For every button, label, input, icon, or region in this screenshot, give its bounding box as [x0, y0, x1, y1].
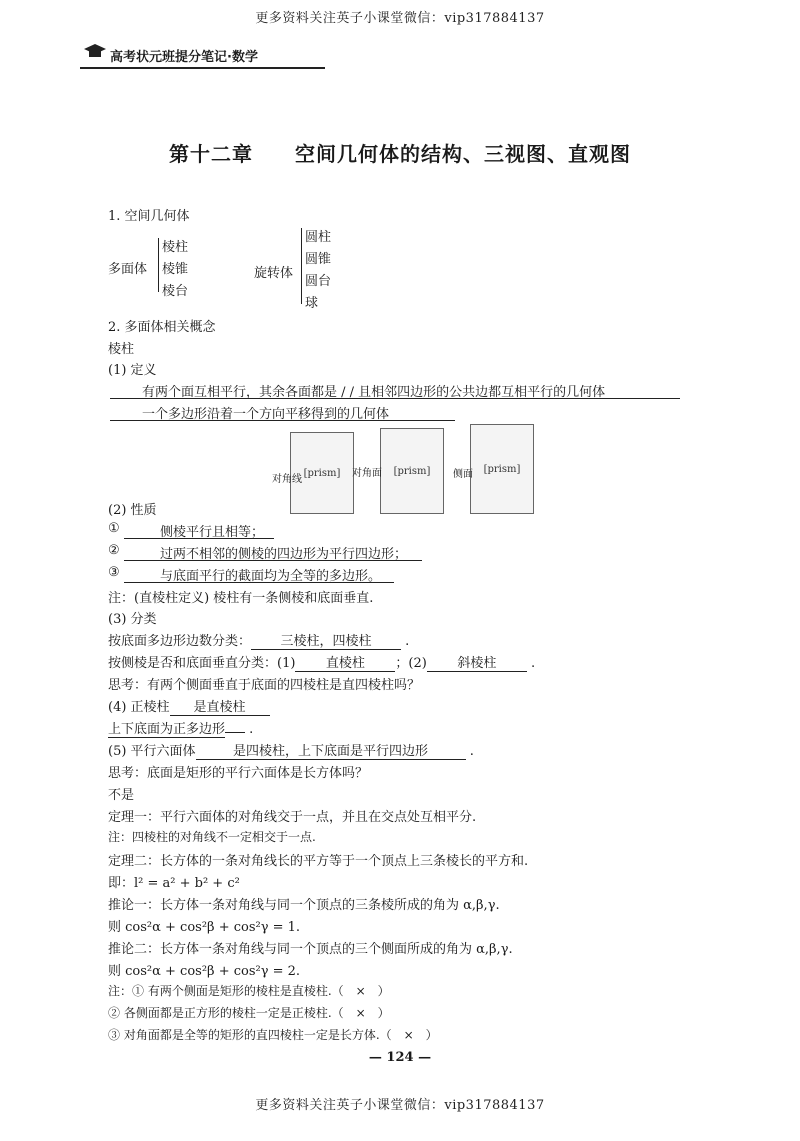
rotation-body-label: 旋转体 — [254, 266, 294, 281]
page-number: — 124 — — [368, 1050, 432, 1065]
header-rule — [80, 67, 325, 69]
poly-item: 棱柱 — [162, 240, 189, 255]
regular-prism-line2: 上下底面为正多边形 . — [108, 718, 253, 738]
regular-prism-line: (4) 正棱柱 是直棱柱 — [108, 696, 270, 716]
corollary-2: 推论二：长方体一条对角线与同一个顶点的三个侧面所成的角为 α,β,γ. — [108, 942, 513, 957]
answer-blank: 直棱柱 — [295, 652, 395, 672]
circled-num: ② — [108, 543, 120, 558]
prism-diagonal-figure: [prism] — [290, 432, 354, 514]
definition-label: (1) 定义 — [108, 363, 157, 378]
poly-item: 棱台 — [162, 284, 189, 299]
figure-label: 侧面 — [453, 469, 473, 480]
note-right-prism: 注：(直棱柱定义) 棱柱有一条侧棱和底面垂直. — [108, 591, 374, 606]
answer-underline — [110, 398, 680, 399]
theorem-1: 定理一：平行六面体的对角线交于一点，并且在交点处互相平分. — [108, 810, 477, 825]
corollary-2-result: 则 cos²α + cos²β + cos²γ = 2. — [108, 964, 301, 979]
theorem-2: 定理二：长方体的一条对角线长的平方等于一个顶点上三条棱长的平方和. — [108, 854, 529, 869]
poly-item: 棱锥 — [162, 262, 189, 277]
answer-blank: 是四棱柱，上下底面是平行四边形 — [196, 740, 466, 760]
think-question-2: 思考：底面是矩形的平行六面体是长方体吗？ — [108, 766, 369, 781]
rot-item: 圆台 — [305, 274, 332, 289]
rot-item: 球 — [305, 296, 319, 311]
answer-underline — [124, 560, 422, 561]
answer-blank: 是直棱柱 — [170, 696, 270, 716]
rot-item: 圆锥 — [305, 252, 332, 267]
parallelepiped-line: (5) 平行六面体 是四棱柱，上下底面是平行四边形 . — [108, 740, 474, 760]
prism-side-face-figure: [prism] — [470, 424, 534, 514]
answer-blank: 上下底面为正多边形 — [108, 718, 225, 738]
circled-num: ③ — [108, 565, 120, 580]
definition-line2: 一个多边形沿着一个方向平移得到的几何体 — [142, 407, 390, 422]
figure-label: 对角线 — [272, 474, 302, 485]
classification-label: (3) 分类 — [108, 612, 157, 627]
polyhedron-brace — [158, 238, 159, 292]
section1-heading: 1. 空间几何体 — [108, 209, 190, 224]
note-item: ③ 对角面都是全等的矩形的直四棱柱一定是长方体.（ × ） — [108, 1028, 438, 1042]
header-title: 高考状元班提分笔记·数学 — [110, 50, 258, 65]
definition-line1: 有两个面互相平行，其余各面都是 / / 且相邻四边形的公共边都互相平行的几何体 — [142, 385, 606, 400]
rotation-body-brace — [301, 228, 302, 304]
properties-label: (2) 性质 — [108, 503, 157, 518]
figure-label: 对角面 — [352, 468, 382, 479]
property-text: 侧棱平行且相等； — [160, 525, 265, 540]
section2-heading: 2. 多面体相关概念 — [108, 320, 216, 335]
answer-underline — [110, 420, 455, 421]
answer-underline — [124, 538, 274, 539]
think-question-1: 思考：有两个侧面垂直于底面的四棱柱是直四棱柱吗？ — [108, 678, 421, 693]
answer-blank: 斜棱柱 — [427, 652, 527, 672]
prism-subheading: 棱柱 — [108, 342, 135, 357]
class2-text: 按侧棱是否和底面垂直分类：(1) 直棱柱 ；(2) 斜棱柱 . — [108, 652, 535, 672]
rot-item: 圆柱 — [305, 230, 332, 245]
note-item: ② 各侧面都是正方形的棱柱一定是正棱柱.（ × ） — [108, 1006, 390, 1020]
property-text: 与底面平行的截面均为全等的多边形。 — [160, 569, 382, 584]
corollary-1: 推论一：长方体一条对角线与同一个顶点的三条棱所成的角为 α,β,γ. — [108, 898, 500, 913]
chapter-title: 第十二章 空间几何体的结构、三视图、直观图 — [169, 142, 631, 166]
watermark-bottom: 更多资料关注英子小课堂微信：vip317884137 — [255, 1098, 545, 1113]
answer-no: 不是 — [108, 788, 135, 803]
circled-num: ① — [108, 521, 120, 536]
polyhedron-label: 多面体 — [108, 262, 148, 277]
watermark-top: 更多资料关注英子小课堂微信：vip317884137 — [255, 11, 545, 26]
corollary-1-result: 则 cos²α + cos²β + cos²γ = 1. — [108, 920, 301, 935]
class1-text: 按底面多边形边数分类： 三棱柱，四棱柱 . — [108, 630, 409, 650]
theorem-1-note: 注：四棱柱的对角线不一定相交于一点. — [108, 830, 316, 844]
note-item: 注：① 有两个侧面是矩形的棱柱是直棱柱.（ × ） — [108, 984, 390, 998]
formula: 即：l² = a² + b² + c² — [108, 876, 240, 891]
answer-underline — [124, 582, 394, 583]
answer-blank: 三棱柱，四棱柱 — [251, 630, 401, 650]
property-text: 过两不相邻的侧棱的四边形为平行四边形； — [160, 547, 408, 562]
graduation-cap-icon — [84, 44, 106, 58]
prism-diagonal-plane-figure: [prism] — [380, 428, 444, 514]
